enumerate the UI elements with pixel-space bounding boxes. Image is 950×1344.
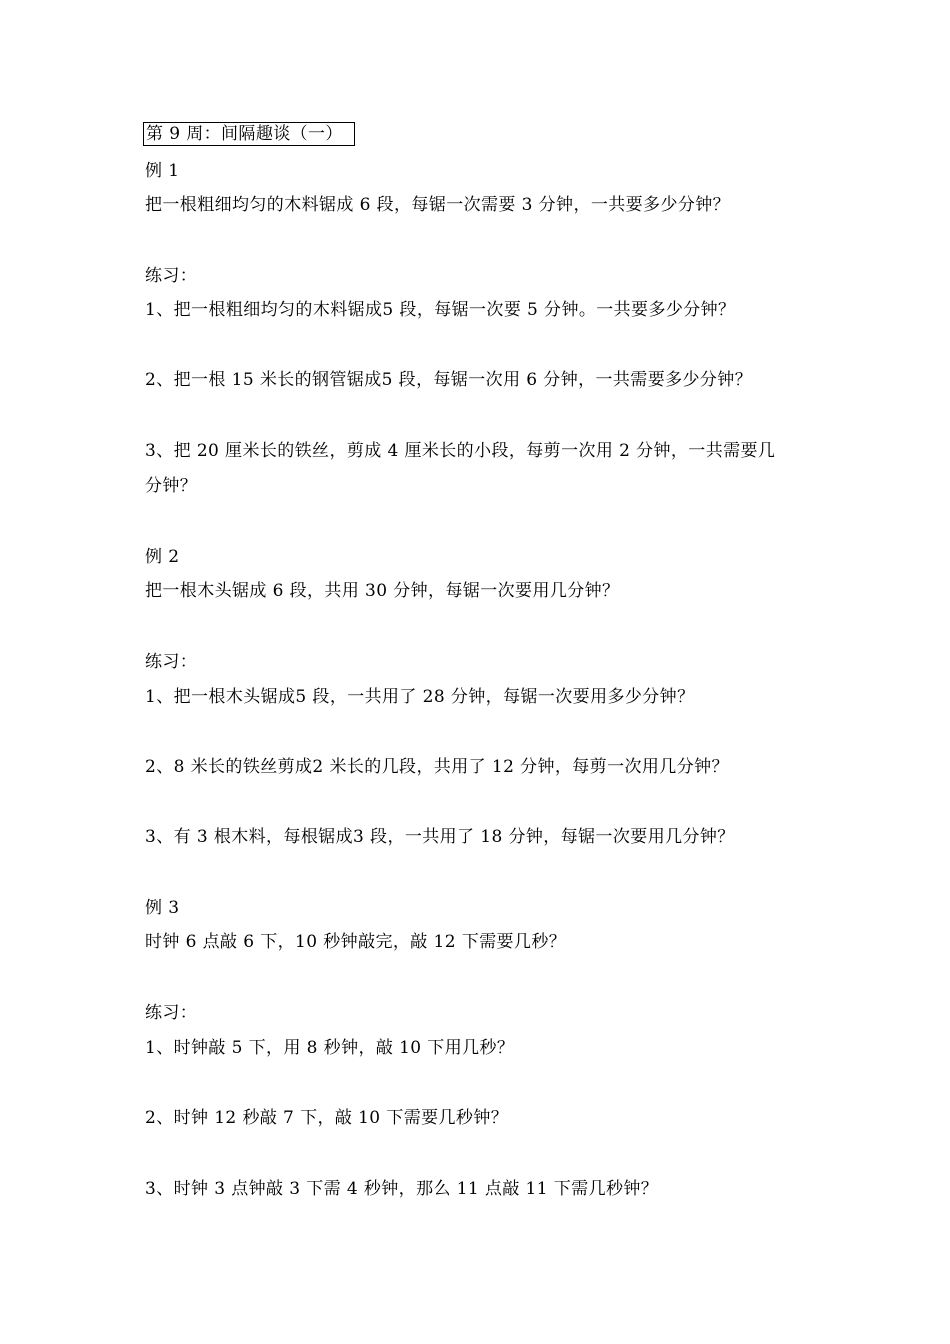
example-1-label: 例 1 [145, 161, 180, 181]
example-1-practice-label: 练习： [145, 266, 198, 286]
example-3-question: 时钟 6 点敲 6 下，10 秒钟敲完，敲 12 下需要几秒？ [145, 932, 567, 952]
example-1-question: 把一根粗细均匀的木料锯成 6 段，每锯一次需要 3 分钟，一共要多少分钟？ [145, 195, 731, 215]
example-2-practice-label: 练习： [145, 652, 198, 672]
example-1-practice-q2: 2、把一根 15 米长的钢管锯成5 段，每锯一次用 6 分钟，一共需要多少分钟？ [145, 370, 753, 390]
example-2-practice-q1: 1、把一根木头锯成5 段，一共用了 28 分钟，每锯一次要用多少分钟？ [145, 687, 695, 707]
example-1-practice-q3-line1: 3、把 20 厘米长的铁丝，剪成 4 厘米长的小段，每剪一次用 2 分钟，一共需要几 [145, 441, 776, 461]
week-title: 第 9 周：间隔趣谈（一） [143, 122, 355, 146]
example-3-practice-label: 练习： [145, 1003, 198, 1023]
example-1-practice-q3-line2: 分钟？ [145, 476, 198, 496]
example-3-practice-q2: 2、时钟 12 秒敲 7 下，敲 10 下需要几秒钟？ [145, 1108, 509, 1128]
example-3-practice-q3: 3、时钟 3 点钟敲 3 下需 4 秒钟，那么 11 点敲 11 下需几秒钟？ [145, 1179, 659, 1199]
example-2-practice-q2: 2、8 米长的铁丝剪成2 米长的几段，共用了 12 分钟，每剪一次用几分钟？ [145, 757, 729, 777]
example-2-label: 例 2 [145, 547, 180, 567]
example-2-practice-q3: 3、有 3 根木料，每根锯成3 段，一共用了 18 分钟，每锯一次要用几分钟？ [145, 827, 735, 847]
example-2-question: 把一根木头锯成 6 段，共用 30 分钟，每锯一次要用几分钟？ [145, 581, 620, 601]
example-3-label: 例 3 [145, 898, 180, 918]
example-1-practice-q1: 1、把一根粗细均匀的木料锯成5 段，每锯一次要 5 分钟。一共要多少分钟？ [145, 300, 736, 320]
example-3-practice-q1: 1、时钟敲 5 下，用 8 秒钟，敲 10 下用几秒？ [145, 1038, 515, 1058]
